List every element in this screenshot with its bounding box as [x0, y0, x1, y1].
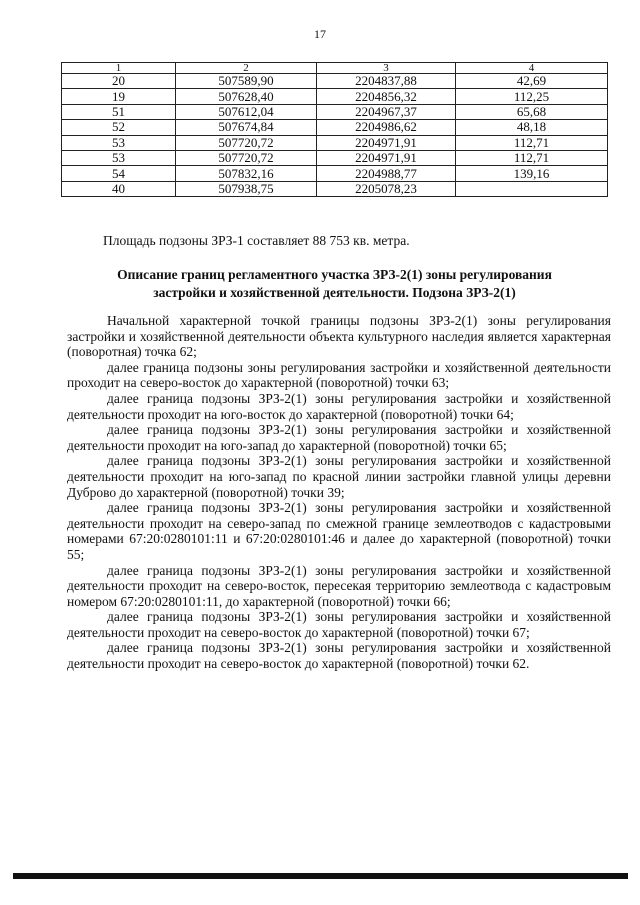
coordinates-table	[61, 62, 608, 197]
x-coordinate-cell: 507938,75	[176, 181, 317, 196]
boundary-description	[67, 313, 611, 672]
x-coordinate-cell: 507720,72	[176, 150, 317, 165]
distance-cell: 48,18	[456, 120, 608, 135]
x-coordinate-cell: 507589,90	[176, 74, 317, 89]
paragraph: далее граница подзоны ЗРЗ-2(1) зоны регулирования застройки и хозяйственной деятельности проходит на юго-запад до характерной (поворотной) точки 65;	[67, 422, 611, 453]
header-cell: 4	[456, 63, 608, 74]
table-row	[62, 89, 608, 104]
point-number-cell: 20	[62, 74, 176, 89]
paragraph: далее граница подзоны ЗРЗ-2(1) зоны регулирования застройки и хозяйственной деятельности проходит на северо-восток, пересекая территорию землеотвода с кадастровым номером 67:20:0280101:11, до характерной (поворотной) точки 66;	[67, 562, 611, 609]
heading-line-1: Описание границ регламентного участка ЗРЗ-2(1) зоны регулирования	[117, 267, 552, 282]
x-coordinate-cell: 507720,72	[176, 135, 317, 150]
x-coordinate-cell: 507674,84	[176, 120, 317, 135]
x-coordinate-cell: 507628,40	[176, 89, 317, 104]
x-coordinate-cell: 507612,04	[176, 104, 317, 119]
point-number-cell: 52	[62, 120, 176, 135]
paragraph: далее граница подзоны зоны регулирования застройки и хозяйственной деятельности проходит на северо-восток до характерной (поворотной) точки 63;	[67, 359, 611, 391]
table-row	[62, 74, 608, 89]
distance-cell: 42,69	[456, 74, 608, 89]
table-row	[62, 135, 608, 150]
header-cell: 2	[176, 63, 317, 74]
table-row	[62, 181, 608, 196]
y-coordinate-cell: 2204971,91	[317, 150, 456, 165]
distance-cell: 112,71	[456, 135, 608, 150]
distance-cell: 112,25	[456, 89, 608, 104]
y-coordinate-cell: 2204837,88	[317, 74, 456, 89]
table-row	[62, 166, 608, 181]
x-coordinate-cell: 507832,16	[176, 166, 317, 181]
table-row	[62, 150, 608, 165]
y-coordinate-cell: 2205078,23	[317, 181, 456, 196]
bottom-border-bar	[13, 873, 628, 879]
paragraph: далее граница подзоны ЗРЗ-2(1) зоны регулирования застройки и хозяйственной деятельности проходит на северо-восток до характерной (поворотной) точки 62.	[67, 640, 611, 672]
paragraph: далее граница подзоны ЗРЗ-2(1) зоны регулирования застройки и хозяйственной деятельности проходит на северо-восток до характерной (поворотной) точки 67;	[67, 609, 611, 640]
table-row	[62, 120, 608, 135]
distance-cell	[456, 181, 608, 196]
point-number-cell: 40	[62, 181, 176, 196]
paragraph: далее граница подзоны ЗРЗ-2(1) зоны регулирования застройки и хозяйственной деятельности проходит на юго-запад по красной линии застройки главной улицы деревни Дуброво до характерной (поворотной) точки 39;	[67, 453, 611, 500]
y-coordinate-cell: 2204986,62	[317, 120, 456, 135]
page-number: 17	[314, 27, 326, 41]
distance-cell: 112,71	[456, 150, 608, 165]
y-coordinate-cell: 2204967,37	[317, 104, 456, 119]
header-cell: 3	[317, 63, 456, 74]
heading-line-2: застройки и хозяйственной деятельности. Подзона ЗРЗ-2(1)	[153, 285, 516, 300]
area-statement: Площадь подзоны ЗРЗ-1 составляет 88 753 кв. метра.	[103, 233, 410, 248]
table-header-row	[62, 63, 608, 74]
table-row	[62, 104, 608, 119]
point-number-cell: 51	[62, 104, 176, 119]
y-coordinate-cell: 2204971,91	[317, 135, 456, 150]
distance-cell: 139,16	[456, 166, 608, 181]
point-number-cell: 19	[62, 89, 176, 104]
point-number-cell: 53	[62, 135, 176, 150]
paragraph: далее граница подзоны ЗРЗ-2(1) зоны регулирования застройки и хозяйственной деятельности проходит на северо-запад по смежной границе землеотводов с кадастровыми номерами 67:20:0280101:11 и 67:20:0280101:46 и далее до характерной (поворотной) точки 55;	[67, 500, 611, 562]
point-number-cell: 54	[62, 166, 176, 181]
y-coordinate-cell: 2204988,77	[317, 166, 456, 181]
y-coordinate-cell: 2204856,32	[317, 89, 456, 104]
paragraph: далее граница подзоны ЗРЗ-2(1) зоны регулирования застройки и хозяйственной деятельности проходит на юго-восток до характерной (поворотной) точки 64;	[67, 390, 611, 422]
paragraph: Начальной характерной точкой границы подзоны ЗРЗ-2(1) зоны регулирования застройки и хозяйственной деятельности объекта культурного наследия является характерная (поворотная) точка 62;	[67, 313, 611, 360]
section-heading	[61, 266, 608, 302]
header-cell: 1	[62, 63, 176, 74]
distance-cell: 65,68	[456, 104, 608, 119]
point-number-cell: 53	[62, 150, 176, 165]
